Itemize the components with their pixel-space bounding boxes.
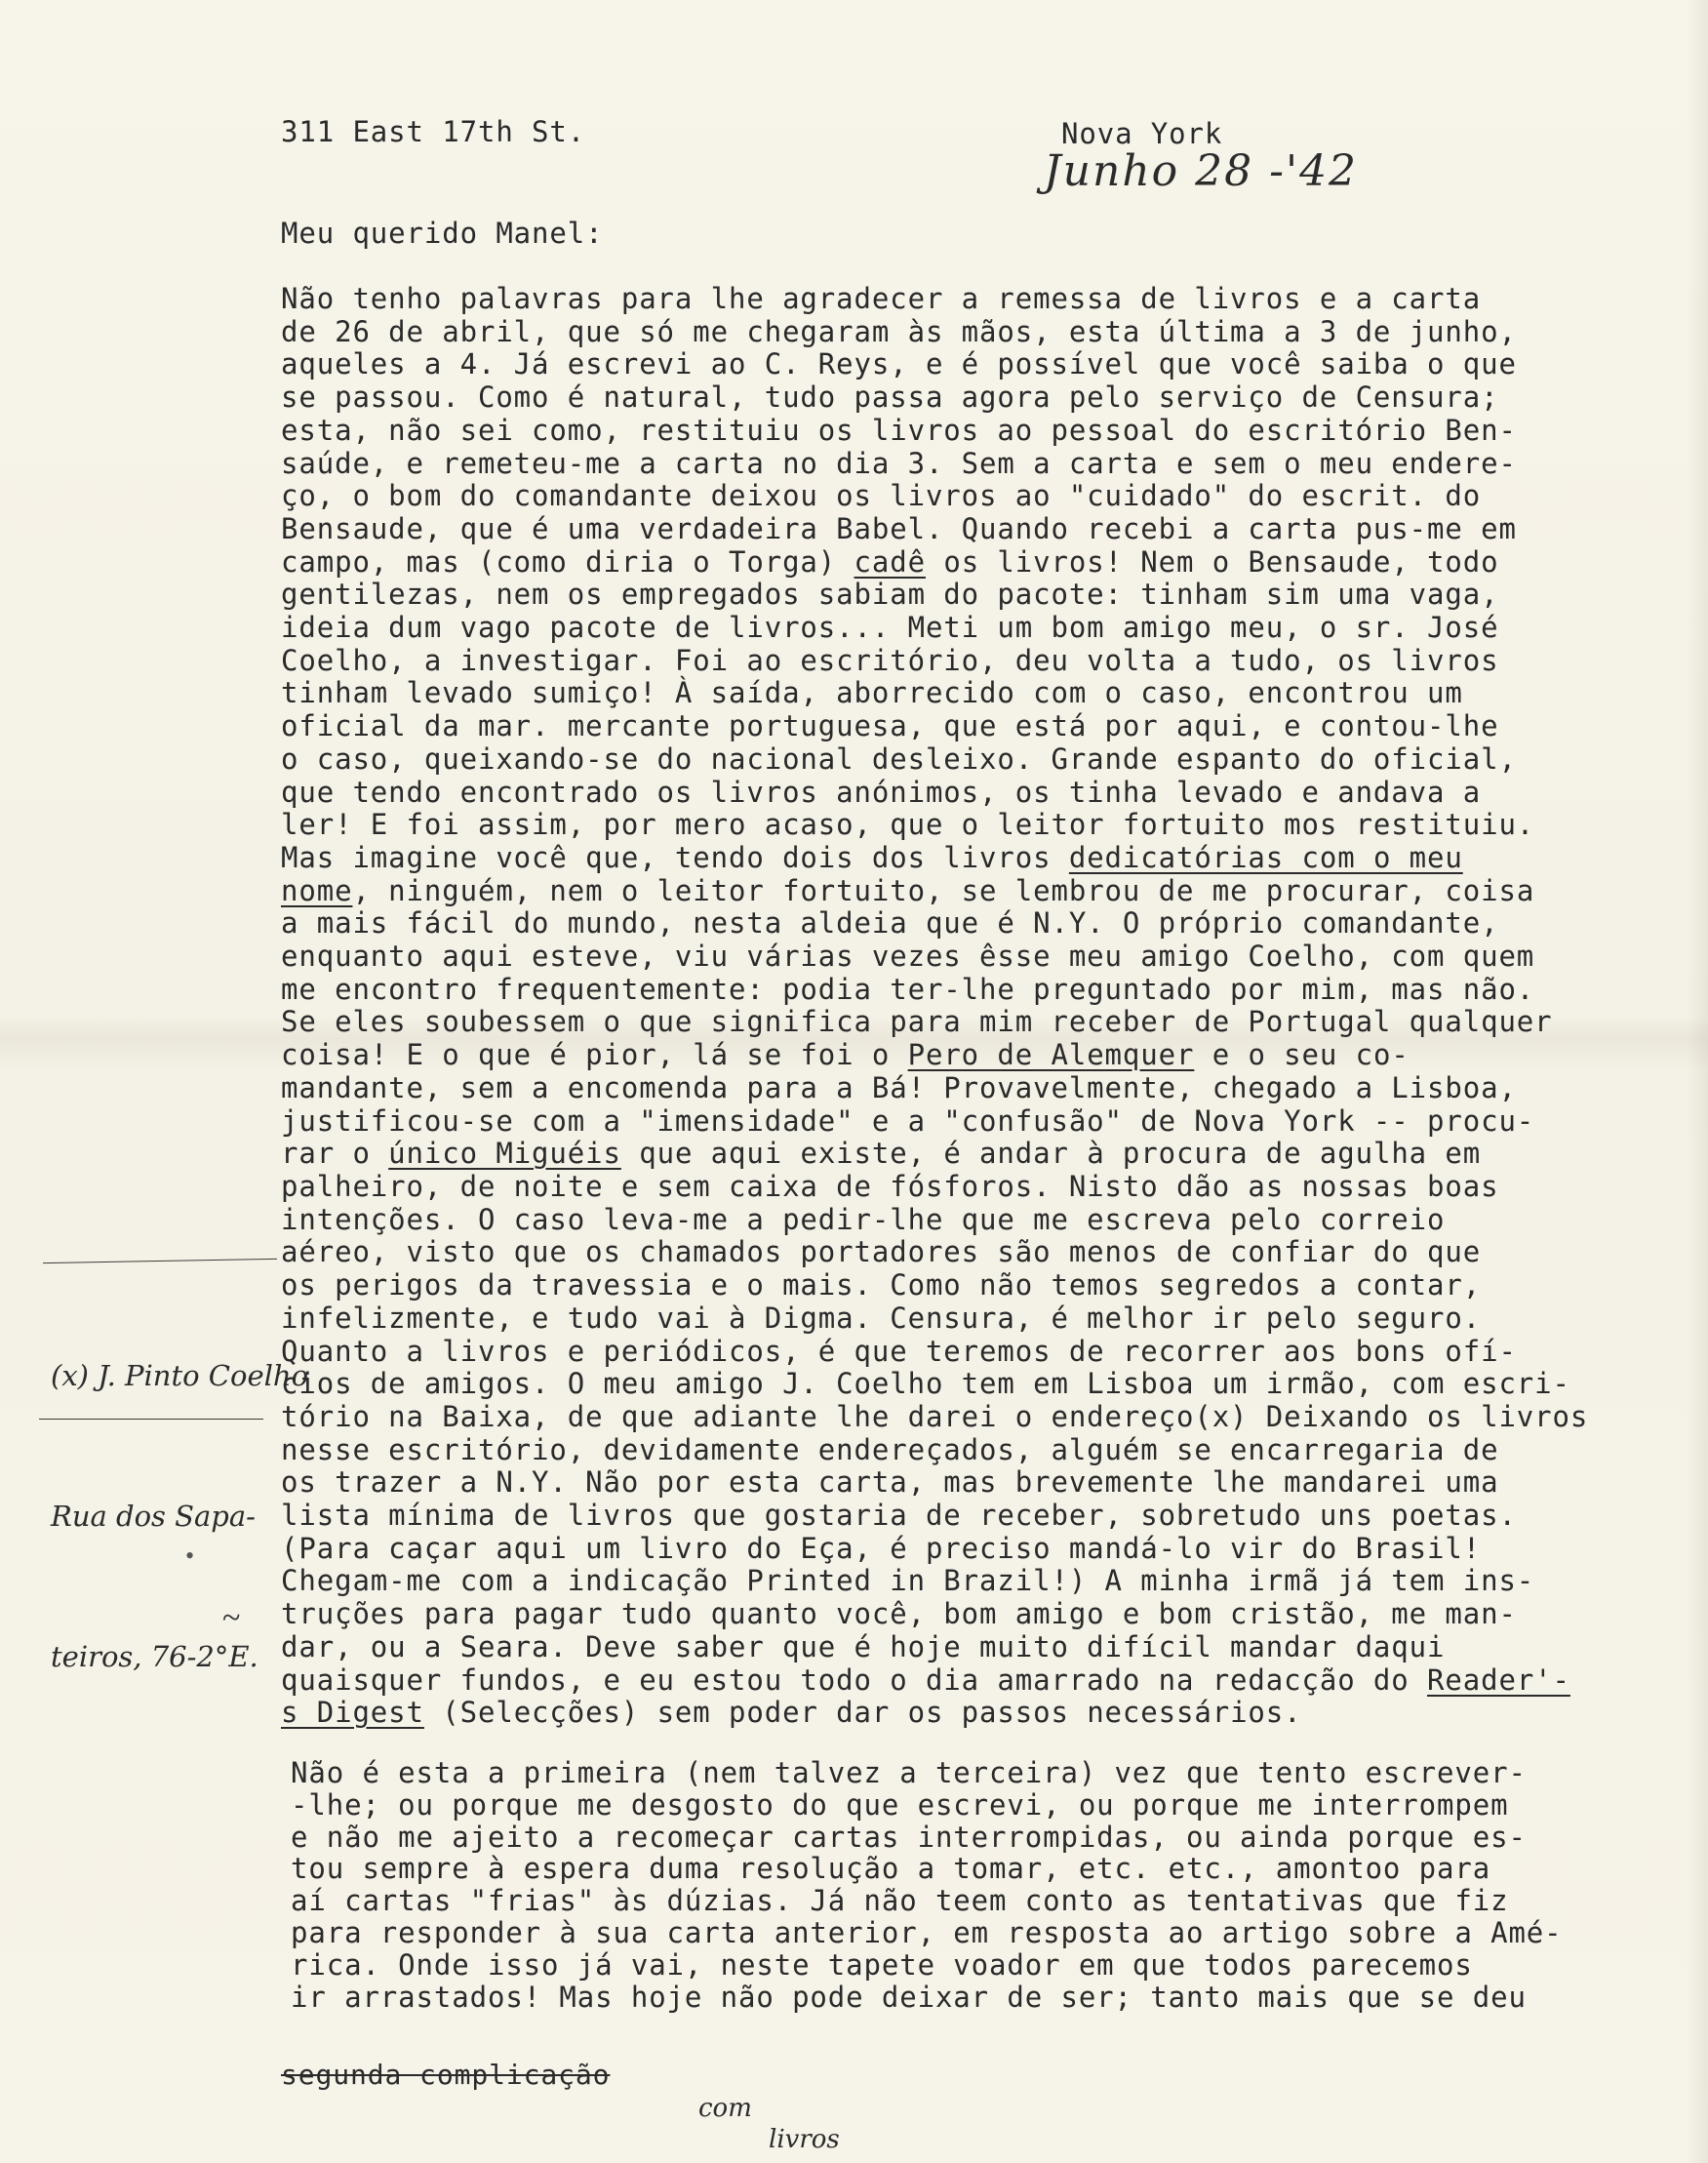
text-line: nesse escritório, devidamente endereçados, alguém se encarregaria de xyxy=(281,1432,1499,1466)
text-line: saúde, e remeteu-me a carta no dia 3. Sem a carta e sem o meu endere- xyxy=(281,446,1517,480)
text-line: nome, ninguém, nem o leitor fortuito, se lembrou de me procurar, coisa xyxy=(281,873,1535,907)
text-line: justificou-se com a "imensidade" e a "confusão" de Nova York -- procu- xyxy=(281,1103,1535,1138)
text-line: ir arrastados! Mas hoje não pode deixar de ser; tanto mais que se deu xyxy=(291,1980,1527,2014)
text-line: -lhe; ou porque me desgosto do que escrevi, ou porque me interrompem xyxy=(291,1787,1509,1822)
text-line: gentilezas, nem os empregados sabiam do pacote: tinham sim uma vaga, xyxy=(281,578,1499,612)
text-line: o caso, queixando-se do nacional desleixo. Grande espanto do oficial, xyxy=(281,741,1517,776)
text-line: os perigos da travessia e o mais. Como não temos segredos a contar, xyxy=(281,1268,1482,1302)
margin-note-line: Rua dos Sapa- xyxy=(51,1500,256,1533)
letter-body-paragraph-2 xyxy=(291,1757,1563,2013)
text-line: os trazer a N.Y. Não por esta carta, mas brevemente lhe mandarei uma xyxy=(281,1465,1499,1500)
margin-rule-bottom xyxy=(39,1419,263,1420)
underlined-phrase: Pero de Alemquer xyxy=(907,1038,1195,1072)
margin-note-line: (x) J. Pinto Coelho xyxy=(51,1359,309,1392)
text-line: tinham levado sumiço! À saída, aborrecido com o caso, encontrou um xyxy=(281,676,1463,710)
text-line: quaisquer fundos, e eu estou todo o dia amarrado na redacção do Reader'- xyxy=(281,1662,1570,1697)
text-line: se passou. Como é natural, tudo passa agora pelo serviço de Censura; xyxy=(281,381,1499,415)
text-line: tou sempre à espera duma resolução a tomar, etc. etc., amontoo para xyxy=(291,1852,1491,1886)
text-line: Se eles soubessem o que significa para mim receber de Portugal qualquer xyxy=(281,1005,1553,1039)
salutation: Meu querido Manel: xyxy=(281,217,604,250)
text-line: palheiro, de noite e sem caixa de fósforos. Nisto dão as nossas boas xyxy=(281,1169,1499,1203)
crossed-out-phrase: segunda complicação xyxy=(281,2059,611,2091)
text-line: truções para pagar tudo quanto você, bom amigo e bom cristão, me man- xyxy=(281,1597,1517,1631)
text-line: de 26 de abril, que só me chegaram às mãos, esta última a 3 de junho, xyxy=(281,314,1517,348)
text-line: ler! E foi assim, por mero acaso, que o leitor fortuito mos restituiu. xyxy=(281,808,1535,842)
text-line: cios de amigos. O meu amigo J. Coelho tem em Lisboa um irmão, com escri- xyxy=(281,1367,1570,1401)
text-line: rar o único Miguéis que aqui existe, é andar à procura de agulha em xyxy=(281,1137,1482,1171)
text-line: Não tenho palavras para lhe agradecer a remessa de livros e a carta xyxy=(281,282,1482,315)
margin-note xyxy=(51,1259,308,1774)
text-line: e não me ajeito a recomeçar cartas interrompidas, ou ainda porque es- xyxy=(291,1820,1527,1854)
underlined-phrase: Reader'- xyxy=(1427,1662,1570,1697)
page-edge-shadow xyxy=(1687,0,1708,2163)
text-line: lista mínima de livros que gostaria de receber, sobretudo uns poetas. xyxy=(281,1499,1517,1533)
text-line: dar, ou a Seara. Deve saber que é hoje muito difícil mandar daqui xyxy=(281,1629,1446,1663)
text-line: mandante, sem a encomenda para a Bá! Provavelmente, chegado a Lisboa, xyxy=(281,1070,1517,1104)
text-line: enquanto aqui esteve, viu várias vezes êsse meu amigo Coelho, com quem xyxy=(281,940,1535,974)
text-line: coisa! E o que é pior, lá se foi o Pero de Alemquer e o seu co- xyxy=(281,1038,1410,1072)
margin-note-line: teiros, 76-2°E. xyxy=(51,1640,258,1673)
text-line: aqueles a 4. Já escrevi ao C. Reys, e é possível que você saiba o que xyxy=(281,347,1517,381)
text-line: Quanto a livros e periódicos, é que teremos de recorrer aos bons ofí- xyxy=(281,1334,1517,1368)
handwritten-date: Junho 28 -'42 xyxy=(1044,146,1359,196)
text-line: aí cartas "frias" às dúzias. Já não teem conto as tentativas que fiz xyxy=(291,1884,1509,1918)
underlined-phrase: único Miguéis xyxy=(388,1137,621,1171)
sender-address: 311 East 17th St. xyxy=(281,115,586,148)
footer-correction xyxy=(281,2059,964,2156)
city-heading: Nova York xyxy=(1061,117,1223,150)
text-line: a mais fácil do mundo, nesta aldeia que é N.Y. O próprio comandante, xyxy=(281,906,1499,941)
text-line: Mas imagine você que, tendo dois dos livros dedicatórias com o meu xyxy=(281,840,1463,874)
text-line: rica. Onde isso já vai, neste tapete voador em que todos parecemos xyxy=(291,1947,1473,1982)
text-line: ideia dum vago pacote de livros... Meti um bom amigo meu, o sr. José xyxy=(281,611,1499,645)
underlined-phrase: nome xyxy=(281,873,353,907)
text-line: oficial da mar. mercante portuguesa, que está por aqui, e contou-lhe xyxy=(281,709,1499,743)
text-line: Chegam-me com a indicação Printed in Brazil!) A minha irmã já tem ins- xyxy=(281,1564,1535,1598)
text-line: Bensaude, que é uma verdadeira Babel. Quando recebi a carta pus-me em xyxy=(281,511,1517,545)
underlined-phrase: dedicatórias com o meu xyxy=(1068,840,1463,874)
underlined-phrase: s Digest xyxy=(281,1696,424,1730)
text-line: que tendo encontrado os livros anónimos, os tinha levado e andava a xyxy=(281,775,1482,809)
text-line: ço, o bom do comandante deixou os livros ao "cuidado" do escrit. do xyxy=(281,479,1482,513)
handwritten-insert: livros xyxy=(769,2125,840,2154)
text-line: me encontro frequentemente: podia ter-lhe preguntado por mim, mas não. xyxy=(281,972,1535,1006)
text-line: Coelho, a investigar. Foi ao escritório, deu volta a tudo, os livros xyxy=(281,643,1499,677)
text-line: tório na Baixa, de que adiante lhe darei o endereço(x) Deixando os livros xyxy=(281,1399,1589,1433)
text-line: Não é esta a primeira (nem talvez a terceira) vez que tento escrever- xyxy=(291,1756,1527,1789)
handwritten-insert: com xyxy=(698,2094,752,2123)
text-line: intenções. O caso leva-me a pedir-lhe que me escreva pelo correio xyxy=(281,1202,1446,1236)
letter-body-paragraph-1 xyxy=(281,283,1588,1730)
text-line: s Digest (Selecções) sem poder dar os passos necessários. xyxy=(281,1696,1302,1730)
margin-squiggle-mark: ~ xyxy=(222,1600,241,1636)
stray-ink-mark: • xyxy=(185,1542,195,1570)
text-line: infelizmente, e tudo vai à Digma. Censura, é melhor ir pelo seguro. xyxy=(281,1301,1482,1335)
text-line: aéreo, visto que os chamados portadores são menos de confiar do que xyxy=(281,1235,1482,1269)
text-line: (Para caçar aqui um livro do Eça, é preciso mandá-lo vir do Brasil! xyxy=(281,1531,1482,1565)
underlined-phrase: cadê xyxy=(854,544,926,579)
text-line: esta, não sei como, restituiu os livros ao pessoal do escritório Ben- xyxy=(281,413,1517,447)
text-line: campo, mas (como diria o Torga) cadê os livros! Nem o Bensaude, todo xyxy=(281,544,1499,579)
text-line: para responder à sua carta anterior, em resposta ao artigo sobre a Amé- xyxy=(291,1915,1563,1949)
